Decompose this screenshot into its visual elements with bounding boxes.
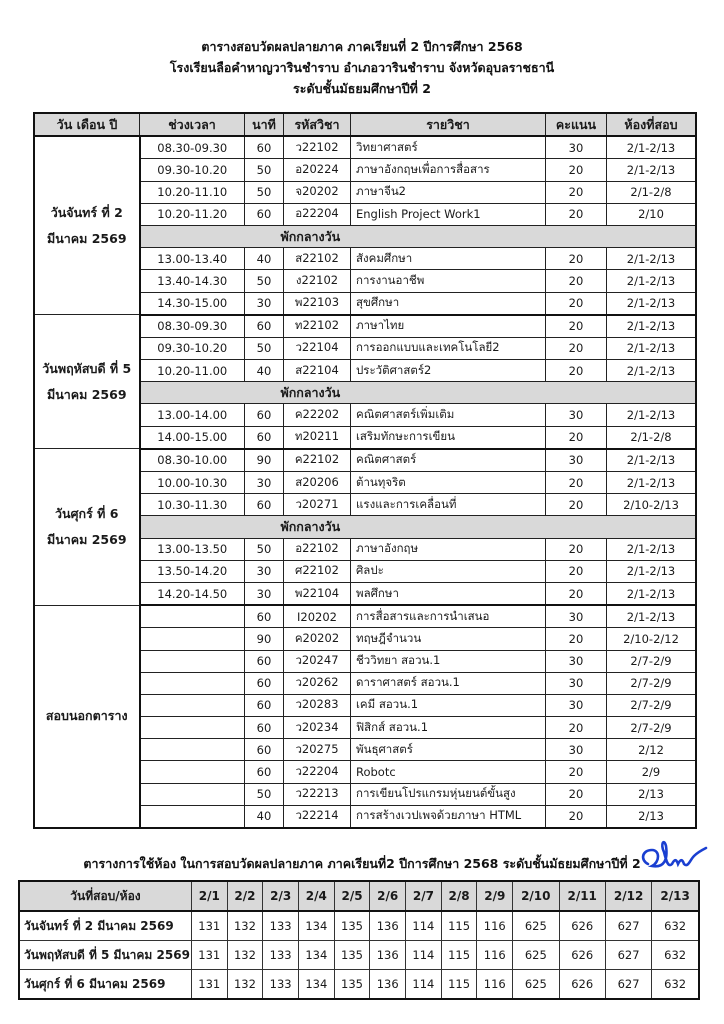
school-name: โรงเรียนลือคำหาญวารินชำราบ อำเภอวารินชำราบ จังหวัดอุบลราชธานี [169,60,555,75]
exam-code: ศ22102 [284,560,351,582]
exam-room: 2/1-2/13 [607,136,697,159]
exam-score: 30 [546,650,607,672]
exam-score: 20 [546,628,607,650]
exam-time: 13.50-14.20 [140,560,245,582]
room-number: 132 [227,941,263,970]
exam-subject: เคมี สอวน.1 [351,694,546,716]
exam-room: 2/1-2/13 [607,560,697,582]
exam-subject: การออกแบบและเทคโนโลยี2 [351,337,546,359]
class-header: 2/7 [406,881,442,911]
exam-score: 30 [546,694,607,716]
exam-subject: ชีววิทยา สอวน.1 [351,650,546,672]
class-header: 2/11 [559,881,605,911]
exam-room: 2/13 [607,783,697,805]
exam-minutes: 30 [245,582,284,605]
room-number: 136 [370,941,406,970]
exam-room: 2/1-2/13 [607,337,697,359]
room-number: 625 [513,941,559,970]
room-number: 131 [191,941,227,970]
exam-day-name: วันศุกร์ ที่ 6 [55,505,119,521]
exam-time: 09.30-10.20 [140,159,245,181]
exam-time: 14.20-14.50 [140,582,245,605]
exam-minutes: 50 [245,181,284,203]
exam-score: 20 [546,783,607,805]
exam-minutes: 40 [245,248,284,270]
col-code: รหัสวิชา [284,113,351,136]
exam-room: 2/10 [607,203,697,225]
exam-code: ว22104 [284,337,351,359]
exam-subject: ภาษาไทย [351,315,546,338]
exam-room: 2/1-2/13 [607,159,697,181]
exam-day-name: วันจันทร์ ที่ 2 [50,204,123,220]
exam-time [140,783,245,805]
exam-minutes: 50 [245,270,284,292]
exam-minutes: 60 [245,761,284,783]
exam-subject: การสร้างเวปเพจด้วยภาษา HTML [351,805,546,828]
exam-score: 20 [546,582,607,605]
exam-score: 20 [546,761,607,783]
room-number: 626 [559,941,605,970]
exam-code: ท22102 [284,315,351,338]
exam-subject: วิทยาศาสตร์ [351,136,546,159]
exam-subject: ภาษาจีน2 [351,181,546,203]
exam-time: 13.40-14.30 [140,270,245,292]
exam-minutes: 60 [245,494,284,516]
room-number: 133 [263,941,299,970]
col-date: วัน เดือน ปี [34,113,140,136]
exam-day-month: มีนาคม 2569 [46,531,127,547]
exam-minutes: 50 [245,783,284,805]
exam-code: อ22204 [284,203,351,225]
exam-code: ว20283 [284,694,351,716]
exam-score: 20 [546,248,607,270]
exam-code: ว22213 [284,783,351,805]
room-number: 134 [298,970,334,1000]
room-table-title: ตารางการใช้ห้อง ในการสอบวัดผลปลายภาค ภาคเรียนที่2 ปีการศึกษา 2568 ระดับชั้นมัธยมศึกษาปีที่ 2 [83,856,641,871]
exam-score: 30 [546,449,607,472]
exam-day-label [34,315,140,449]
room-number: 134 [298,941,334,970]
exam-minutes: 30 [245,292,284,315]
exam-minutes: 60 [245,404,284,426]
exam-minutes: 60 [245,694,284,716]
exam-time: 08.30-09.30 [140,315,245,338]
exam-code: อ20224 [284,159,351,181]
room-number: 626 [559,911,605,941]
exam-code: ค22202 [284,404,351,426]
col-score: คะแนน [546,113,607,136]
exam-row [34,449,696,472]
exam-subject: ศิลปะ [351,560,546,582]
exam-room: 2/1-2/13 [607,292,697,315]
exam-room: 2/7-2/9 [607,694,697,716]
exam-score: 20 [546,426,607,449]
exam-score: 20 [546,203,607,225]
exam-score: 20 [546,560,607,582]
exam-code: ค20202 [284,628,351,650]
room-number: 114 [406,941,442,970]
exam-time [140,650,245,672]
exam-score: 20 [546,472,607,494]
exam-minutes: 50 [245,159,284,181]
signature-icon [638,838,708,878]
exam-subject: แรงและการเคลื่อนที่ [351,494,546,516]
room-number: 116 [477,911,513,941]
exam-room: 2/1-2/13 [607,248,697,270]
col-room: ห้องที่สอบ [607,113,697,136]
exam-minutes: 60 [245,672,284,694]
exam-score: 20 [546,494,607,516]
exam-minutes: 50 [245,538,284,560]
room-number: 627 [605,970,651,1000]
exam-score: 20 [546,337,607,359]
room-row [19,941,699,970]
exam-time: 08.30-09.30 [140,136,245,159]
exam-time: 10.30-11.30 [140,494,245,516]
room-number: 114 [406,911,442,941]
exam-subject: ประวัติศาสตร์2 [351,360,546,382]
exam-score: 20 [546,805,607,828]
exam-subject: สุขศึกษา [351,292,546,315]
exam-room: 2/10-2/12 [607,628,697,650]
exam-time: 13.00-14.00 [140,404,245,426]
col-time: ช่วงเวลา [140,113,245,136]
room-number: 632 [652,911,699,941]
exam-room: 2/13 [607,805,697,828]
room-table-header [19,881,699,911]
exam-score: 20 [546,717,607,739]
room-number: 135 [334,941,370,970]
room-number: 632 [652,970,699,1000]
room-number: 632 [652,941,699,970]
room-number: 136 [370,911,406,941]
room-number: 132 [227,970,263,1000]
exam-code: ว20271 [284,494,351,516]
exam-time: 09.30-10.20 [140,337,245,359]
exam-room: 2/7-2/9 [607,650,697,672]
exam-room: 2/1-2/13 [607,270,697,292]
exam-subject: คณิตศาสตร์เพิ่มเติม [351,404,546,426]
exam-code: ว20247 [284,650,351,672]
exam-code: ว20262 [284,672,351,694]
exam-score: 20 [546,270,607,292]
exam-subject: พลศึกษา [351,582,546,605]
exam-room: 2/1-2/8 [607,181,697,203]
exam-score: 30 [546,404,607,426]
exam-subject: ต้านทุจริต [351,472,546,494]
exam-room: 2/1-2/13 [607,605,697,628]
class-header: 2/3 [263,881,299,911]
room-number: 116 [477,970,513,1000]
room-corner-label: วันที่สอบ/ห้อง [19,881,191,911]
exam-row [34,605,696,628]
exam-score: 20 [546,292,607,315]
exam-time: 13.00-13.40 [140,248,245,270]
exam-code: ว22204 [284,761,351,783]
exam-code: พ22103 [284,292,351,315]
lunch-break-label: พักกลางวัน [140,225,697,247]
room-number: 115 [441,941,477,970]
class-header: 2/8 [441,881,477,911]
exam-code: ส20206 [284,472,351,494]
room-number: 136 [370,970,406,1000]
exam-code: I20202 [284,605,351,628]
exam-score: 20 [546,159,607,181]
exam-time [140,761,245,783]
room-number: 131 [191,970,227,1000]
class-header: 2/12 [605,881,651,911]
exam-minutes: 60 [245,739,284,761]
exam-room: 2/1-2/13 [607,360,697,382]
class-header: 2/9 [477,881,513,911]
exam-code: ค22102 [284,449,351,472]
exam-minutes: 90 [245,628,284,650]
exam-score: 30 [546,605,607,628]
exam-time [140,672,245,694]
exam-room: 2/9 [607,761,697,783]
exam-code: ว22102 [284,136,351,159]
exam-subject: ภาษาอังกฤษเพื่อการสื่อสาร [351,159,546,181]
exam-score: 20 [546,360,607,382]
room-number: 131 [191,911,227,941]
exam-score: 20 [546,538,607,560]
exam-score: 20 [546,181,607,203]
exam-minutes: 60 [245,717,284,739]
col-subject: รายวิชา [351,113,546,136]
exam-score: 20 [546,315,607,338]
exam-room: 2/1-2/13 [607,315,697,338]
class-header: 2/10 [513,881,559,911]
exam-code: จ20202 [284,181,351,203]
exam-time [140,628,245,650]
exam-room: 2/1-2/13 [607,449,697,472]
room-number: 626 [559,970,605,1000]
exam-time: 14.30-15.00 [140,292,245,315]
exam-subject: เสริมทักษะการเขียน [351,426,546,449]
grade-level: ระดับชั้นมัธยมศึกษาปีที่ 2 [293,81,431,96]
exam-table-body [34,136,696,828]
room-number: 132 [227,911,263,941]
exam-time: 08.30-10.00 [140,449,245,472]
exam-time: 10.20-11.10 [140,181,245,203]
exam-score: 30 [546,136,607,159]
exam-room: 2/1-2/13 [607,582,697,605]
exam-minutes: 90 [245,449,284,472]
document-title: ตารางสอบวัดผลปลายภาค ภาคเรียนที่ 2 ปีการศึกษา 2568 [201,39,523,54]
exam-minutes: 50 [245,337,284,359]
exam-code: ว22214 [284,805,351,828]
exam-time [140,694,245,716]
exam-minutes: 60 [245,136,284,159]
room-number: 133 [263,970,299,1000]
exam-day-name: วันพฤหัสบดี ที่ 5 [42,360,132,376]
exam-table-header [34,113,696,136]
room-number: 115 [441,970,477,1000]
class-header: 2/4 [298,881,334,911]
exam-room: 2/1-2/13 [607,538,697,560]
exam-time [140,717,245,739]
room-number: 625 [513,911,559,941]
room-number: 135 [334,911,370,941]
exam-schedule-table [33,112,697,829]
col-minutes: นาที [245,113,284,136]
exam-code: ง22102 [284,270,351,292]
document-header [0,36,724,99]
room-row [19,911,699,941]
exam-subject: ทฤษฎีจำนวน [351,628,546,650]
exam-time: 10.20-11.00 [140,360,245,382]
room-row-day: วันพฤหัสบดี ที่ 5 มีนาคม 2569 [19,941,191,970]
class-header: 2/6 [370,881,406,911]
room-row-day: วันจันทร์ ที่ 2 มีนาคม 2569 [19,911,191,941]
exam-code: ส22104 [284,360,351,382]
class-header: 2/5 [334,881,370,911]
exam-minutes: 60 [245,426,284,449]
exam-room: 2/7-2/9 [607,717,697,739]
exam-minutes: 30 [245,472,284,494]
room-number: 115 [441,911,477,941]
room-row [19,970,699,1000]
class-header: 2/2 [227,881,263,911]
exam-time [140,805,245,828]
lunch-break-label: พักกลางวัน [140,382,697,404]
off-schedule-label: สอบนอกตาราง [34,605,140,828]
exam-subject: ดาราศาสตร์ สอวน.1 [351,672,546,694]
exam-subject: สังคมศึกษา [351,248,546,270]
exam-minutes: 60 [245,203,284,225]
exam-time [140,605,245,628]
exam-day-month: มีนาคม 2569 [46,386,127,402]
room-row-day: วันศุกร์ ที่ 6 มีนาคม 2569 [19,970,191,1000]
exam-row [34,315,696,338]
exam-code: พ22104 [284,582,351,605]
exam-room: 2/1-2/13 [607,404,697,426]
exam-minutes: 60 [245,315,284,338]
room-number: 114 [406,970,442,1000]
exam-code: ท20211 [284,426,351,449]
exam-code: ว20275 [284,739,351,761]
exam-score: 30 [546,672,607,694]
exam-minutes: 40 [245,805,284,828]
exam-minutes: 60 [245,650,284,672]
exam-minutes: 40 [245,360,284,382]
exam-time: 10.20-11.20 [140,203,245,225]
exam-day-month: มีนาคม 2569 [46,230,127,246]
room-number: 627 [605,911,651,941]
exam-room: 2/1-2/13 [607,472,697,494]
room-table-body [19,911,699,999]
room-number: 134 [298,911,334,941]
exam-room: 2/10-2/13 [607,494,697,516]
room-number: 625 [513,970,559,1000]
exam-minutes: 30 [245,560,284,582]
exam-room: 2/1-2/8 [607,426,697,449]
exam-subject: พันธุศาสตร์ [351,739,546,761]
exam-code: ส22102 [284,248,351,270]
exam-day-label [34,449,140,605]
exam-score: 30 [546,739,607,761]
exam-day-label [34,136,140,315]
exam-row [34,136,696,159]
room-number: 627 [605,941,651,970]
exam-time [140,739,245,761]
exam-subject: ภาษาอังกฤษ [351,538,546,560]
exam-subject: การเขียนโปรแกรมหุ่นยนต์ขั้นสูง [351,783,546,805]
exam-time: 13.00-13.50 [140,538,245,560]
room-number: 116 [477,941,513,970]
lunch-break-label: พักกลางวัน [140,516,697,538]
room-number: 135 [334,970,370,1000]
exam-subject: ฟิสิกส์ สอวน.1 [351,717,546,739]
class-header: 2/1 [191,881,227,911]
exam-subject: Robotc [351,761,546,783]
room-usage-table [18,880,700,1000]
room-number: 133 [263,911,299,941]
exam-room: 2/12 [607,739,697,761]
exam-subject: การงานอาชีพ [351,270,546,292]
exam-time: 10.00-10.30 [140,472,245,494]
exam-minutes: 60 [245,605,284,628]
exam-code: ว20234 [284,717,351,739]
exam-subject: คณิตศาสตร์ [351,449,546,472]
exam-subject: การสื่อสารและการนำเสนอ [351,605,546,628]
exam-room: 2/7-2/9 [607,672,697,694]
exam-subject: English Project Work1 [351,203,546,225]
class-header: 2/13 [652,881,699,911]
exam-code: อ22102 [284,538,351,560]
exam-time: 14.00-15.00 [140,426,245,449]
